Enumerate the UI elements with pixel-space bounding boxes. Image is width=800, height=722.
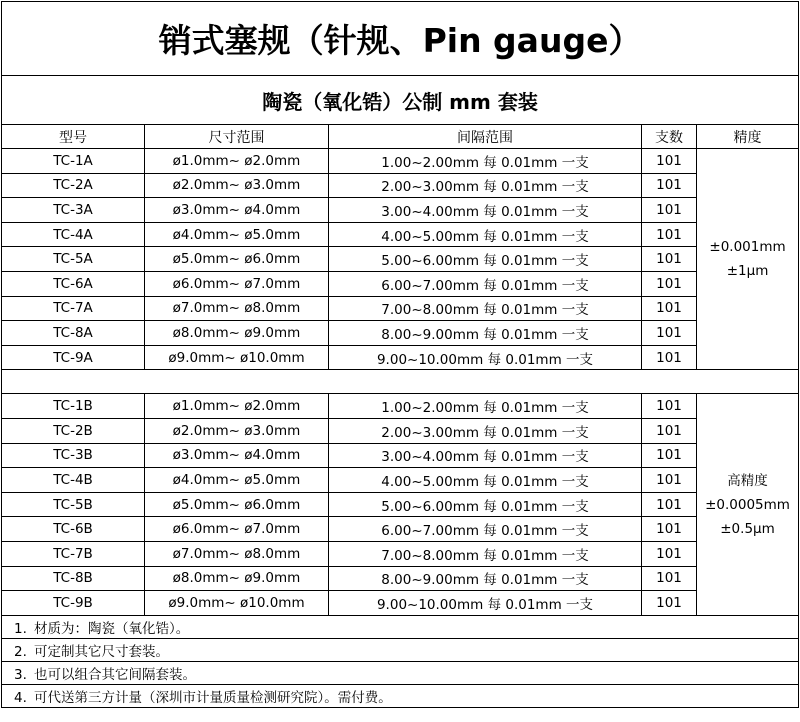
cell-model: TC-4B — [2, 468, 145, 493]
cell-size-range: ø6.0mm~ ø7.0mm — [145, 517, 329, 542]
table-row — [2, 222, 799, 247]
table-row — [2, 591, 799, 616]
cell-model: TC-6A — [2, 271, 145, 296]
cell-count: 101 — [642, 198, 697, 223]
table-row — [2, 149, 799, 174]
cell-model: TC-2B — [2, 418, 145, 443]
cell-model: TC-9B — [2, 591, 145, 616]
accuracy-value: ±0.001mm — [709, 239, 786, 256]
table-subtitle: 陶瓷（氧化锆）公制 mm 套装 — [2, 76, 799, 125]
table-row — [2, 468, 799, 493]
cell-interval-range: 7.00~8.00mm 每 0.01mm 一支 — [329, 541, 642, 566]
table-row — [2, 296, 799, 321]
cell-model: TC-7A — [2, 296, 145, 321]
note-item — [2, 615, 799, 638]
cell-size-range: ø2.0mm~ ø3.0mm — [145, 418, 329, 443]
cell-model: TC-9A — [2, 345, 145, 370]
note-row — [2, 638, 799, 661]
table-row — [2, 198, 799, 223]
note-number: 2. — [14, 643, 27, 660]
cell-interval-range: 4.00~5.00mm 每 0.01mm 一支 — [329, 468, 642, 493]
cell-interval-range: 1.00~2.00mm 每 0.01mm 一支 — [329, 394, 642, 419]
cell-count: 101 — [642, 345, 697, 370]
cell-size-range: ø7.0mm~ ø8.0mm — [145, 296, 329, 321]
table-row — [2, 247, 799, 272]
note-item — [2, 638, 799, 661]
accuracy-value: ±0.0005mm — [705, 496, 790, 513]
header-row — [2, 125, 799, 149]
accuracy-label: 高精度 — [727, 472, 768, 489]
cell-model: TC-1B — [2, 394, 145, 419]
cell-model: TC-5B — [2, 492, 145, 517]
table-row — [2, 443, 799, 468]
cell-size-range: ø3.0mm~ ø4.0mm — [145, 198, 329, 223]
accuracy-cell-b — [697, 394, 799, 615]
cell-count: 101 — [642, 149, 697, 174]
spec-table — [1, 1, 799, 708]
cell-interval-range: 6.00~7.00mm 每 0.01mm 一支 — [329, 271, 642, 296]
cell-size-range: ø4.0mm~ ø5.0mm — [145, 222, 329, 247]
note-number: 3. — [14, 666, 27, 683]
accuracy-cell-a — [697, 149, 799, 370]
cell-model: TC-3B — [2, 443, 145, 468]
note-number: 1. — [14, 620, 27, 637]
cell-size-range: ø3.0mm~ ø4.0mm — [145, 443, 329, 468]
header-accuracy: 精度 — [697, 125, 799, 149]
cell-count: 101 — [642, 394, 697, 419]
header-model: 型号 — [2, 125, 145, 149]
table-row — [2, 321, 799, 346]
cell-interval-range: 2.00~3.00mm 每 0.01mm 一支 — [329, 418, 642, 443]
cell-count: 101 — [642, 321, 697, 346]
group-separator-row — [2, 370, 799, 394]
note-text: 可代送第三方计量（深圳市计量质量检测研究院）。需付费。 — [34, 689, 392, 706]
note-text: 可定制其它尺寸套装。 — [34, 643, 169, 660]
cell-model: TC-8A — [2, 321, 145, 346]
cell-size-range: ø1.0mm~ ø2.0mm — [145, 394, 329, 419]
cell-count: 101 — [642, 541, 697, 566]
header-count: 支数 — [642, 125, 697, 149]
cell-count: 101 — [642, 468, 697, 493]
cell-count: 101 — [642, 443, 697, 468]
cell-model: TC-7B — [2, 541, 145, 566]
page-title: 销式塞规（针规、Pin gauge） — [2, 2, 799, 76]
cell-count: 101 — [642, 418, 697, 443]
table-row — [2, 492, 799, 517]
cell-count: 101 — [642, 271, 697, 296]
cell-count: 101 — [642, 591, 697, 616]
accuracy-value: ±0.5μm — [720, 520, 775, 537]
cell-size-range: ø8.0mm~ ø9.0mm — [145, 321, 329, 346]
cell-interval-range: 1.00~2.00mm 每 0.01mm 一支 — [329, 149, 642, 174]
note-text: 材质为：陶瓷（氧化锆）。 — [34, 620, 190, 637]
header-interval-range: 间隔范围 — [329, 125, 642, 149]
cell-count: 101 — [642, 517, 697, 542]
cell-size-range: ø9.0mm~ ø10.0mm — [145, 591, 329, 616]
cell-interval-range: 8.00~9.00mm 每 0.01mm 一支 — [329, 566, 642, 591]
table-row — [2, 541, 799, 566]
table-row — [2, 566, 799, 591]
table-row — [2, 173, 799, 198]
cell-interval-range: 5.00~6.00mm 每 0.01mm 一支 — [329, 492, 642, 517]
header-size-range: 尺寸范围 — [145, 125, 329, 149]
cell-count: 101 — [642, 296, 697, 321]
note-item — [2, 661, 799, 684]
cell-interval-range: 9.00~10.00mm 每 0.01mm 一支 — [329, 345, 642, 370]
cell-size-range: ø9.0mm~ ø10.0mm — [145, 345, 329, 370]
cell-size-range: ø7.0mm~ ø8.0mm — [145, 541, 329, 566]
cell-count: 101 — [642, 222, 697, 247]
note-row — [2, 615, 799, 638]
cell-count: 101 — [642, 492, 697, 517]
group-separator — [2, 370, 799, 394]
note-number: 4. — [14, 689, 27, 706]
table-row — [2, 394, 799, 419]
cell-model: TC-2A — [2, 173, 145, 198]
table-row — [2, 345, 799, 370]
cell-interval-range: 6.00~7.00mm 每 0.01mm 一支 — [329, 517, 642, 542]
cell-size-range: ø1.0mm~ ø2.0mm — [145, 149, 329, 174]
cell-size-range: ø2.0mm~ ø3.0mm — [145, 173, 329, 198]
cell-interval-range: 8.00~9.00mm 每 0.01mm 一支 — [329, 321, 642, 346]
cell-model: TC-5A — [2, 247, 145, 272]
cell-interval-range: 2.00~3.00mm 每 0.01mm 一支 — [329, 173, 642, 198]
cell-size-range: ø5.0mm~ ø6.0mm — [145, 247, 329, 272]
cell-interval-range: 7.00~8.00mm 每 0.01mm 一支 — [329, 296, 642, 321]
cell-model: TC-8B — [2, 566, 145, 591]
cell-interval-range: 9.00~10.00mm 每 0.01mm 一支 — [329, 591, 642, 616]
note-row — [2, 661, 799, 684]
cell-size-range: ø8.0mm~ ø9.0mm — [145, 566, 329, 591]
cell-interval-range: 3.00~4.00mm 每 0.01mm 一支 — [329, 198, 642, 223]
cell-count: 101 — [642, 247, 697, 272]
cell-count: 101 — [642, 173, 697, 198]
table-row — [2, 517, 799, 542]
note-row — [2, 684, 799, 707]
cell-interval-range: 5.00~6.00mm 每 0.01mm 一支 — [329, 247, 642, 272]
cell-model: TC-3A — [2, 198, 145, 223]
cell-model: TC-1A — [2, 149, 145, 174]
accuracy-value: ±1μm — [726, 263, 769, 280]
note-item — [2, 684, 799, 707]
cell-model: TC-6B — [2, 517, 145, 542]
note-text: 也可以组合其它间隔套装。 — [34, 666, 196, 683]
cell-interval-range: 3.00~4.00mm 每 0.01mm 一支 — [329, 443, 642, 468]
cell-size-range: ø5.0mm~ ø6.0mm — [145, 492, 329, 517]
cell-size-range: ø6.0mm~ ø7.0mm — [145, 271, 329, 296]
cell-interval-range: 4.00~5.00mm 每 0.01mm 一支 — [329, 222, 642, 247]
cell-model: TC-4A — [2, 222, 145, 247]
cell-size-range: ø4.0mm~ ø5.0mm — [145, 468, 329, 493]
cell-count: 101 — [642, 566, 697, 591]
table-row — [2, 271, 799, 296]
table-row — [2, 418, 799, 443]
